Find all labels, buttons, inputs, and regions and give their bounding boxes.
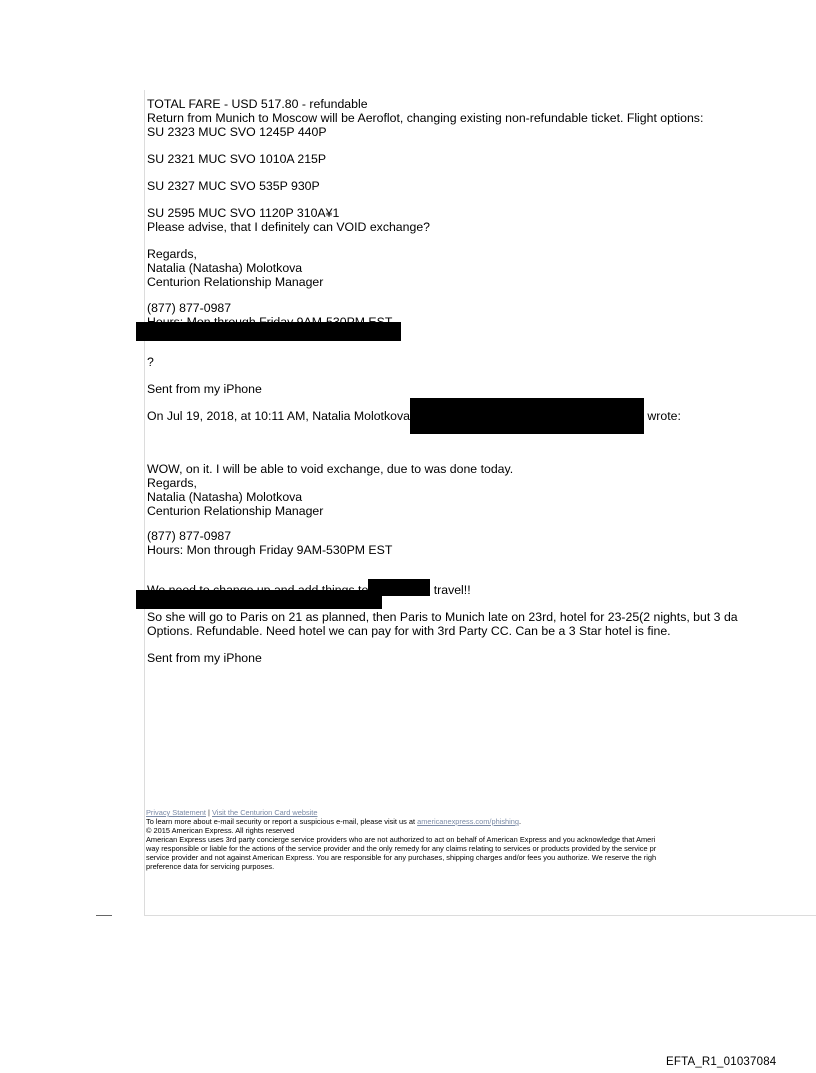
email-footer [146, 808, 816, 871]
reply-header-prefix: On Jul 19, 2018, at 10:11 AM, Natalia Molotkova [147, 409, 410, 423]
email-body [147, 97, 816, 665]
disclaimer-line-3: service provider and not against American Express. You are responsible for any purchases, shipping charges and/or fees you authorize. We reserve the righ [146, 853, 657, 862]
question-mark: ? [147, 355, 154, 369]
paris-line-2: Options. Refundable. Need hotel we can pay for with 3rd Party CC. Can be a 3 Star hotel is fine. [147, 624, 671, 638]
wow-line: WOW, on it. I will be able to void exchange, due to was done today. [147, 462, 514, 476]
flight-option-3: SU 2327 MUC SVO 535P 930P [147, 179, 320, 193]
signature-2-hours: Hours: Mon through Friday 9AM-530PM EST [147, 543, 393, 557]
reply-header [147, 409, 816, 423]
security-notice: To learn more about e-mail security or report a suspicious e-mail, please visit us at americanexpress.com/phishing. [146, 817, 522, 826]
link-separator: | [205, 808, 213, 817]
flight-option-2: SU 2321 MUC SVO 1010A 215P [147, 152, 327, 166]
disclaimer-line-4: preference data for servicing purposes. [146, 862, 275, 871]
footer-links [146, 808, 816, 817]
privacy-statement-link[interactable]: Privacy Statement [146, 808, 206, 817]
signature-2-phone: (877) 877-0987 [147, 529, 232, 543]
centurion-website-link[interactable]: Visit the Centurion Card website [212, 808, 318, 817]
redaction-bar [136, 322, 401, 341]
flight-option-4: SU 2595 MUC SVO 1120P 310A¥1 [147, 206, 340, 220]
phishing-link[interactable]: americanexpress.com/phishing [417, 817, 519, 826]
signature-title: Centurion Relationship Manager [147, 275, 324, 289]
page-mark [96, 915, 112, 916]
signature-2-name: Natalia (Natasha) Molotkova [147, 490, 303, 504]
copyright: © 2015 American Express. All rights reserved [146, 826, 295, 835]
disclaimer-line-1: American Express uses 3rd party concierge service providers who are not authorized to act on behalf of American Express and you acknowledge that Ameri [146, 835, 656, 844]
reply-header-suffix: wrote: [647, 409, 681, 423]
signature-name: Natalia (Natasha) Molotkova [147, 261, 303, 275]
sent-from-iphone: Sent from my iPhone [147, 382, 262, 396]
signature-2-regards: Regards, [147, 476, 197, 490]
sent-from-iphone-2: Sent from my iPhone [147, 651, 262, 665]
void-question: Please advise, that I definitely can VOID exchange? [147, 220, 430, 234]
signature-phone: (877) 877-0987 [147, 301, 232, 315]
return-line: Return from Munich to Moscow will be Aeroflot, changing existing non-refundable ticket. Flight options: [147, 111, 704, 125]
disclaimer-line-2: way responsible or liable for the actions of the service provider and the only remedy for any claims relating to services or products provided by the service pr [146, 844, 657, 853]
document-id: EFTA_R1_01037084 [666, 1056, 777, 1068]
redaction-box [410, 398, 644, 434]
signature-regards: Regards, [147, 247, 197, 261]
paris-line-1: So she will go to Paris on 21 as planned, then Paris to Munich late on 23rd, hotel for 23-25(2 nights, but 3 da [147, 610, 738, 624]
flight-option-1: SU 2323 MUC SVO 1245P 440P [147, 125, 327, 139]
fare-line: TOTAL FARE - USD 517.80 - refundable [147, 97, 368, 111]
signature-2-title: Centurion Relationship Manager [147, 504, 324, 518]
redaction-bar [136, 590, 382, 609]
change-request-suffix: travel!! [430, 583, 471, 597]
